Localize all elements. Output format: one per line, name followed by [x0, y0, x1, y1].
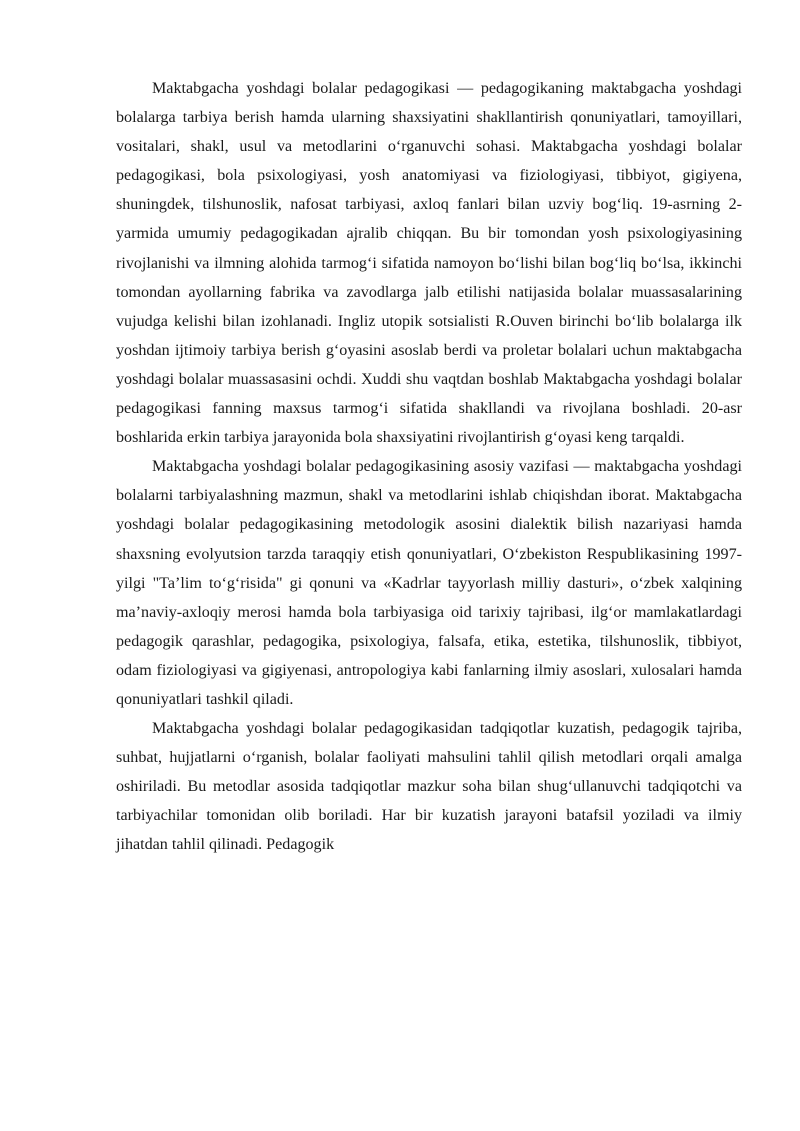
- paragraph-3: Maktabgacha yoshdagi bolalar pedagogikasidan tadqiqotlar kuzatish, pedagogik tajriba, suhbat, hujjatlarni o‘rganish, bolalar faoliyati mahsulini tahlil qilish metodlari orqali amalga oshiriladi. Bu metodlar asosida tadqiqotlar mazkur soha bilan shug‘ullanuvchi tadqiqotchi va tarbiyachilar tomonidan olib boriladi. Har bir kuzatish jarayoni batafsil yoziladi va ilmiy jihatdan tahlil qilinadi. Pedagogik: [116, 720, 742, 854]
- paragraph-2: Maktabgacha yoshdagi bolalar pedagogikasining asosiy vazifasi — maktabgacha yoshdagi bolalarni tarbiyalashning mazmun, shakl va metodlarini ishlab chiqishdan iborat. Maktabgacha yoshdagi bolalar pedagogikasining metodologik asosini dialektik bilish nazariyasi hamda shaxsning evolyutsion tarzda taraqqiy etish qonuniyatlari, O‘zbekiston Respublikasining 1997-yilgi "Ta’lim to‘g‘risida" gi qonuni va «Kadrlar tayyorlash milliy dasturi», o‘zbek xalqining ma’naviy-axloqiy merosi hamda bola tarbiyasiga oid tarixiy tajribasi, ilg‘or mamlakatlardagi pedagogik qarashlar, pedagogika, psixologiya, falsafa, etika, estetika, tilshunoslik, tibbiyot, odam fiziologiyasi va gigiyenasi, antropologiya kabi fanlarning ilmiy asoslari, xulosalari hamda qonuniyatlari tashkil qiladi.: [116, 458, 742, 708]
- paragraph-1: Maktabgacha yoshdagi bolalar pedagogikasi — pedagogikaning maktabgacha yoshdagi bolalarga tarbiya berish hamda ularning shaxsiyatini shakllantirish qonuniyatlari, tamoyillari, vositalari, shakl, usul va metodlarini o‘rganuvchi sohasi. Maktabgacha yoshdagi bolalar pedagogikasi, bola psixologiyasi, yosh anatomiyasi va fiziologiyasi, tibbiyot, gigiyena, shuningdek, tilshunoslik, nafosat tarbiyasi, axloq fanlari bilan uzviy bog‘liq. 19-asrning 2-yarmida umumiy pedagogikadan ajralib chiqqan. Bu bir tomondan yosh psixologiyasining rivojlanishi va ilmning alohida tarmog‘i sifatida namoyon bo‘lishi bilan bog‘liq bo‘lsa, ikkinchi tomondan ayollarning fabrika va zavodlarga jalb etilishi natijasida bolalar muassasalarining vujudga kelishi bilan izohlanadi. Ingliz utopik sotsialisti R.Ouven birinchi bo‘lib bolalarga ilk yoshdan ijtimoiy tarbiya berish g‘oyasini asoslab berdi va proletar bolalari uchun maktabgacha yoshdagi bolalar muassasasini ochdi. Xuddi shu vaqtdan boshlab Maktabgacha yoshdagi bolalar pedagogikasi fanning maxsus tarmog‘i sifatida shakllandi va rivojlana boshladi. 20-asr boshlarida erkin tarbiya jarayonida bola shaxsiyatini rivojlantirish g‘oyasi keng tarqaldi.: [116, 80, 742, 447]
- body-text: [116, 74, 742, 860]
